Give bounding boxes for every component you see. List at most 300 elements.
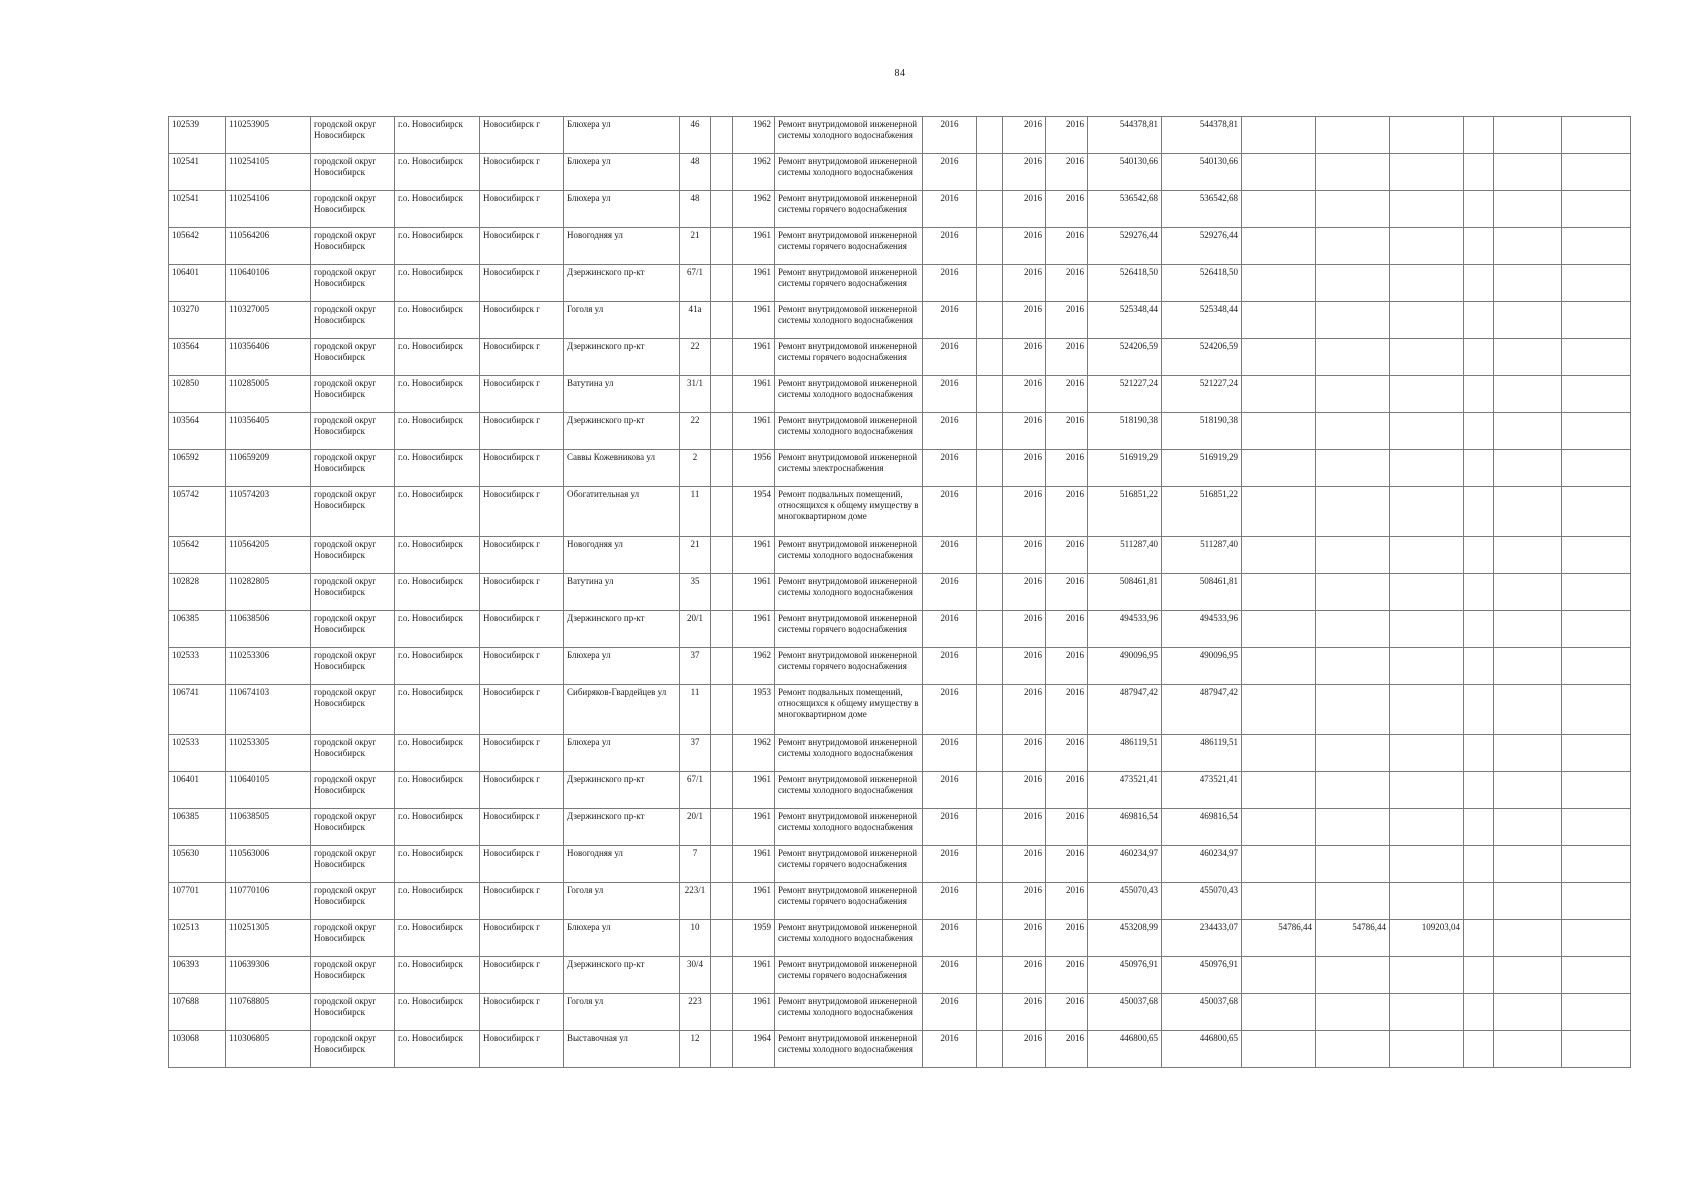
cell-year-1: 2016 (923, 883, 977, 920)
cell-blank (977, 611, 1003, 648)
cell-municipality: г.о. Новосибирск (395, 450, 480, 487)
cell-fund-cost: 446800,65 (1162, 1031, 1242, 1068)
cell-district: городской округ Новосибирск (311, 772, 395, 809)
cell-municipality: г.о. Новосибирск (395, 883, 480, 920)
cell-work-code: 110770106 (226, 883, 311, 920)
cell-year-3: 2016 (1046, 265, 1088, 302)
cell-work-type: Ремонт внутридомовой инженерной системы холодного водоснабжения (775, 735, 923, 772)
cell-blank (1464, 772, 1494, 809)
cell-district: городской округ Новосибирск (311, 487, 395, 537)
cell-work-code: 110638505 (226, 809, 311, 846)
cell-blank (1562, 920, 1631, 957)
cell-year-2: 2016 (1003, 228, 1046, 265)
table-row (169, 685, 1631, 735)
cell-blank (1494, 339, 1562, 376)
cell-year-2: 2016 (1003, 648, 1046, 685)
cell-extra-3 (1390, 994, 1464, 1031)
cell-blank (1464, 957, 1494, 994)
cell-blank (977, 154, 1003, 191)
cell-year-3: 2016 (1046, 920, 1088, 957)
cell-year-3: 2016 (1046, 883, 1088, 920)
cell-municipality: г.о. Новосибирск (395, 413, 480, 450)
cell-blank (977, 920, 1003, 957)
cell-year-3: 2016 (1046, 685, 1088, 735)
cell-year-1: 2016 (923, 376, 977, 413)
cell-year-1: 2016 (923, 685, 977, 735)
cell-street: Дзержинского пр-кт (564, 809, 680, 846)
cell-record-id: 106385 (169, 611, 226, 648)
cell-work-code: 110254106 (226, 191, 311, 228)
cell-street: Обогатительная ул (564, 487, 680, 537)
cell-extra-2 (1316, 191, 1390, 228)
cell-street: Саввы Кожевникова ул (564, 450, 680, 487)
cell-street: Ватутина ул (564, 574, 680, 611)
cell-municipality: г.о. Новосибирск (395, 265, 480, 302)
cell-blank (977, 339, 1003, 376)
cell-city: Новосибирск г (480, 648, 564, 685)
cell-street: Блюхера ул (564, 154, 680, 191)
cell-total-cost: 518190,38 (1088, 413, 1162, 450)
cell-district: городской округ Новосибирск (311, 339, 395, 376)
table-row (169, 191, 1631, 228)
cell-city: Новосибирск г (480, 413, 564, 450)
cell-extra-1 (1242, 376, 1316, 413)
cell-blank (1494, 228, 1562, 265)
cell-blank (1562, 191, 1631, 228)
cell-work-code: 110253306 (226, 648, 311, 685)
cell-blank (1464, 487, 1494, 537)
cell-year-1: 2016 (923, 154, 977, 191)
cell-blank (977, 413, 1003, 450)
cell-city: Новосибирск г (480, 772, 564, 809)
cell-build-year: 1961 (733, 994, 775, 1031)
cell-year-1: 2016 (923, 265, 977, 302)
cell-extra-3 (1390, 117, 1464, 154)
cell-year-3: 2016 (1046, 487, 1088, 537)
cell-blank (1562, 537, 1631, 574)
cell-build-year: 1961 (733, 574, 775, 611)
cell-municipality: г.о. Новосибирск (395, 339, 480, 376)
page-number: 84 (894, 68, 906, 79)
cell-record-id: 102533 (169, 735, 226, 772)
cell-house: 48 (680, 191, 711, 228)
cell-record-id: 105630 (169, 846, 226, 883)
cell-extra-3 (1390, 735, 1464, 772)
cell-year-3: 2016 (1046, 191, 1088, 228)
cell-blank (977, 883, 1003, 920)
cell-blank (1562, 413, 1631, 450)
cell-year-2: 2016 (1003, 450, 1046, 487)
cell-year-2: 2016 (1003, 809, 1046, 846)
cell-total-cost: 486119,51 (1088, 735, 1162, 772)
cell-extra-3 (1390, 228, 1464, 265)
cell-extra-3 (1390, 611, 1464, 648)
cell-extra-1 (1242, 154, 1316, 191)
cell-work-code: 110306805 (226, 1031, 311, 1068)
table-row (169, 413, 1631, 450)
cell-blank (1562, 1031, 1631, 1068)
cell-year-1: 2016 (923, 117, 977, 154)
cell-house: 11 (680, 487, 711, 537)
cell-district: городской округ Новосибирск (311, 994, 395, 1031)
cell-extra-2 (1316, 735, 1390, 772)
cell-street: Дзержинского пр-кт (564, 413, 680, 450)
cell-extra-2 (1316, 648, 1390, 685)
cell-municipality: г.о. Новосибирск (395, 228, 480, 265)
cell-extra-3 (1390, 339, 1464, 376)
cell-blank (711, 957, 733, 994)
cell-year-2: 2016 (1003, 920, 1046, 957)
cell-work-type: Ремонт внутридомовой инженерной системы холодного водоснабжения (775, 574, 923, 611)
cell-blank (711, 685, 733, 735)
cell-blank (711, 450, 733, 487)
cell-year-1: 2016 (923, 735, 977, 772)
cell-municipality: г.о. Новосибирск (395, 735, 480, 772)
cell-work-code: 110282805 (226, 574, 311, 611)
cell-blank (1494, 265, 1562, 302)
cell-total-cost: 516851,22 (1088, 487, 1162, 537)
cell-blank (711, 265, 733, 302)
cell-work-type: Ремонт внутридомовой инженерной системы горячего водоснабжения (775, 957, 923, 994)
cell-street: Дзержинского пр-кт (564, 339, 680, 376)
cell-blank (977, 537, 1003, 574)
cell-year-2: 2016 (1003, 413, 1046, 450)
cell-year-2: 2016 (1003, 302, 1046, 339)
cell-build-year: 1961 (733, 265, 775, 302)
cell-extra-3 (1390, 413, 1464, 450)
cell-work-type: Ремонт внутридомовой инженерной системы горячего водоснабжения (775, 611, 923, 648)
cell-year-3: 2016 (1046, 957, 1088, 994)
table-row (169, 376, 1631, 413)
cell-year-3: 2016 (1046, 302, 1088, 339)
cell-work-code: 110639306 (226, 957, 311, 994)
cell-record-id: 102533 (169, 648, 226, 685)
cell-work-type: Ремонт внутридомовой инженерной системы холодного водоснабжения (775, 117, 923, 154)
cell-fund-cost: 511287,40 (1162, 537, 1242, 574)
cell-blank (711, 994, 733, 1031)
cell-record-id: 106385 (169, 809, 226, 846)
table-row (169, 487, 1631, 537)
cell-blank (1464, 376, 1494, 413)
cell-municipality: г.о. Новосибирск (395, 487, 480, 537)
table-row (169, 846, 1631, 883)
table-row (169, 339, 1631, 376)
cell-house: 2 (680, 450, 711, 487)
cell-work-code: 110253305 (226, 735, 311, 772)
cell-total-cost: 487947,42 (1088, 685, 1162, 735)
cell-street: Дзержинского пр-кт (564, 772, 680, 809)
cell-year-3: 2016 (1046, 994, 1088, 1031)
cell-build-year: 1962 (733, 735, 775, 772)
cell-street: Новогодняя ул (564, 846, 680, 883)
cell-house: 37 (680, 648, 711, 685)
cell-record-id: 106592 (169, 450, 226, 487)
cell-blank (1494, 302, 1562, 339)
cell-record-id: 103564 (169, 413, 226, 450)
cell-blank (1464, 809, 1494, 846)
table-row (169, 228, 1631, 265)
cell-district: городской округ Новосибирск (311, 735, 395, 772)
cell-year-3: 2016 (1046, 376, 1088, 413)
cell-extra-2 (1316, 883, 1390, 920)
cell-extra-2 (1316, 450, 1390, 487)
cell-house: 31/1 (680, 376, 711, 413)
cell-work-type: Ремонт внутридомовой инженерной системы холодного водоснабжения (775, 994, 923, 1031)
cell-build-year: 1961 (733, 846, 775, 883)
cell-blank (1464, 413, 1494, 450)
cell-year-1: 2016 (923, 487, 977, 537)
table-row (169, 648, 1631, 685)
cell-work-code: 110285005 (226, 376, 311, 413)
cell-street: Блюхера ул (564, 648, 680, 685)
cell-district: городской округ Новосибирск (311, 191, 395, 228)
cell-work-type: Ремонт подвальных помещений, относящихся к общему имуществу в многоквартирном доме (775, 487, 923, 537)
cell-extra-3 (1390, 450, 1464, 487)
table-row (169, 1031, 1631, 1068)
cell-extra-3 (1390, 487, 1464, 537)
cell-blank (1464, 450, 1494, 487)
table-row (169, 883, 1631, 920)
cell-extra-2 (1316, 376, 1390, 413)
cell-work-type: Ремонт внутридомовой инженерной системы горячего водоснабжения (775, 265, 923, 302)
cell-year-3: 2016 (1046, 154, 1088, 191)
cell-extra-2 (1316, 339, 1390, 376)
cell-fund-cost: 516919,29 (1162, 450, 1242, 487)
cell-total-cost: 494533,96 (1088, 611, 1162, 648)
cell-blank (1562, 846, 1631, 883)
cell-municipality: г.о. Новосибирск (395, 117, 480, 154)
cell-extra-3 (1390, 772, 1464, 809)
cell-year-1: 2016 (923, 450, 977, 487)
cell-extra-1 (1242, 772, 1316, 809)
cell-blank (711, 302, 733, 339)
cell-municipality: г.о. Новосибирск (395, 920, 480, 957)
repair-program-table (168, 116, 1631, 1068)
cell-fund-cost: 525348,44 (1162, 302, 1242, 339)
cell-work-type: Ремонт внутридомовой инженерной системы горячего водоснабжения (775, 339, 923, 376)
cell-work-type: Ремонт внутридомовой инженерной системы холодного водоснабжения (775, 920, 923, 957)
cell-work-type: Ремонт внутридомовой инженерной системы холодного водоснабжения (775, 154, 923, 191)
cell-year-2: 2016 (1003, 339, 1046, 376)
cell-year-3: 2016 (1046, 1031, 1088, 1068)
cell-city: Новосибирск г (480, 339, 564, 376)
cell-extra-3 (1390, 154, 1464, 191)
cell-total-cost: 525348,44 (1088, 302, 1162, 339)
cell-build-year: 1953 (733, 685, 775, 735)
cell-extra-1 (1242, 413, 1316, 450)
table-row (169, 450, 1631, 487)
cell-city: Новосибирск г (480, 537, 564, 574)
cell-year-1: 2016 (923, 302, 977, 339)
cell-blank (977, 957, 1003, 994)
cell-district: городской округ Новосибирск (311, 920, 395, 957)
cell-record-id: 102541 (169, 191, 226, 228)
cell-blank (1494, 487, 1562, 537)
cell-record-id: 103270 (169, 302, 226, 339)
cell-extra-1 (1242, 883, 1316, 920)
cell-extra-3 (1390, 191, 1464, 228)
cell-total-cost: 473521,41 (1088, 772, 1162, 809)
cell-street: Дзержинского пр-кт (564, 957, 680, 994)
cell-city: Новосибирск г (480, 735, 564, 772)
cell-house: 7 (680, 846, 711, 883)
cell-extra-1 (1242, 685, 1316, 735)
cell-blank (1562, 685, 1631, 735)
cell-street: Блюхера ул (564, 117, 680, 154)
cell-work-code: 110768805 (226, 994, 311, 1031)
cell-blank (1494, 809, 1562, 846)
cell-fund-cost: 508461,81 (1162, 574, 1242, 611)
cell-district: городской округ Новосибирск (311, 574, 395, 611)
cell-year-1: 2016 (923, 772, 977, 809)
cell-municipality: г.о. Новосибирск (395, 648, 480, 685)
cell-total-cost: 450976,91 (1088, 957, 1162, 994)
cell-work-type: Ремонт внутридомовой инженерной системы горячего водоснабжения (775, 883, 923, 920)
cell-year-3: 2016 (1046, 339, 1088, 376)
cell-fund-cost: 450976,91 (1162, 957, 1242, 994)
cell-extra-2 (1316, 772, 1390, 809)
cell-extra-2 (1316, 228, 1390, 265)
cell-blank (977, 809, 1003, 846)
cell-year-1: 2016 (923, 191, 977, 228)
cell-house: 12 (680, 1031, 711, 1068)
cell-record-id: 107688 (169, 994, 226, 1031)
cell-work-type: Ремонт внутридомовой инженерной системы холодного водоснабжения (775, 302, 923, 339)
cell-blank (977, 191, 1003, 228)
cell-record-id: 106393 (169, 957, 226, 994)
cell-blank (1464, 191, 1494, 228)
cell-blank (977, 685, 1003, 735)
cell-record-id: 103564 (169, 339, 226, 376)
table-row (169, 994, 1631, 1031)
cell-work-code: 110356406 (226, 339, 311, 376)
cell-house: 20/1 (680, 809, 711, 846)
cell-work-code: 110251305 (226, 920, 311, 957)
cell-blank (1494, 154, 1562, 191)
cell-total-cost: 536542,68 (1088, 191, 1162, 228)
cell-record-id: 105642 (169, 228, 226, 265)
cell-blank (977, 735, 1003, 772)
cell-extra-1 (1242, 648, 1316, 685)
cell-blank (711, 154, 733, 191)
cell-city: Новосибирск г (480, 1031, 564, 1068)
cell-extra-3 (1390, 302, 1464, 339)
cell-fund-cost: 521227,24 (1162, 376, 1242, 413)
cell-house: 41а (680, 302, 711, 339)
cell-blank (1464, 537, 1494, 574)
cell-blank (1562, 809, 1631, 846)
cell-municipality: г.о. Новосибирск (395, 191, 480, 228)
cell-blank (977, 574, 1003, 611)
cell-work-code: 110254105 (226, 154, 311, 191)
cell-extra-2 (1316, 154, 1390, 191)
cell-record-id: 106401 (169, 265, 226, 302)
cell-work-type: Ремонт внутридомовой инженерной системы холодного водоснабжения (775, 413, 923, 450)
cell-extra-1 (1242, 487, 1316, 537)
cell-year-2: 2016 (1003, 994, 1046, 1031)
cell-total-cost: 516919,29 (1088, 450, 1162, 487)
cell-city: Новосибирск г (480, 809, 564, 846)
cell-fund-cost: 518190,38 (1162, 413, 1242, 450)
cell-year-3: 2016 (1046, 537, 1088, 574)
cell-fund-cost: 234433,07 (1162, 920, 1242, 957)
table-row (169, 117, 1631, 154)
table-row (169, 920, 1631, 957)
cell-extra-3 (1390, 265, 1464, 302)
cell-blank (977, 302, 1003, 339)
cell-extra-2 (1316, 1031, 1390, 1068)
cell-build-year: 1954 (733, 487, 775, 537)
cell-blank (1494, 574, 1562, 611)
cell-year-2: 2016 (1003, 846, 1046, 883)
cell-record-id: 102513 (169, 920, 226, 957)
cell-blank (1464, 117, 1494, 154)
cell-blank (977, 772, 1003, 809)
cell-fund-cost: 544378,81 (1162, 117, 1242, 154)
cell-blank (1562, 450, 1631, 487)
cell-extra-3 (1390, 376, 1464, 413)
cell-blank (977, 265, 1003, 302)
cell-total-cost: 450037,68 (1088, 994, 1162, 1031)
table-row (169, 574, 1631, 611)
cell-work-type: Ремонт внутридомовой инженерной системы горячего водоснабжения (775, 648, 923, 685)
cell-street: Ватутина ул (564, 376, 680, 413)
cell-fund-cost: 536542,68 (1162, 191, 1242, 228)
cell-build-year: 1961 (733, 957, 775, 994)
cell-build-year: 1961 (733, 302, 775, 339)
cell-district: городской округ Новосибирск (311, 265, 395, 302)
cell-year-3: 2016 (1046, 846, 1088, 883)
cell-street: Гоголя ул (564, 994, 680, 1031)
cell-extra-3 (1390, 537, 1464, 574)
cell-blank (711, 1031, 733, 1068)
cell-extra-3 (1390, 1031, 1464, 1068)
cell-build-year: 1962 (733, 117, 775, 154)
cell-fund-cost: 516851,22 (1162, 487, 1242, 537)
cell-blank (1562, 735, 1631, 772)
cell-extra-2 (1316, 685, 1390, 735)
cell-blank (977, 846, 1003, 883)
cell-work-type: Ремонт внутридомовой инженерной системы горячего водоснабжения (775, 846, 923, 883)
cell-work-code: 110674103 (226, 685, 311, 735)
cell-city: Новосибирск г (480, 685, 564, 735)
cell-year-3: 2016 (1046, 574, 1088, 611)
cell-blank (711, 191, 733, 228)
cell-city: Новосибирск г (480, 191, 564, 228)
cell-blank (711, 648, 733, 685)
cell-house: 21 (680, 537, 711, 574)
cell-extra-1 (1242, 611, 1316, 648)
cell-year-3: 2016 (1046, 735, 1088, 772)
cell-year-1: 2016 (923, 611, 977, 648)
cell-year-1: 2016 (923, 994, 977, 1031)
cell-house: 67/1 (680, 772, 711, 809)
cell-blank (977, 994, 1003, 1031)
cell-record-id: 102850 (169, 376, 226, 413)
cell-city: Новосибирск г (480, 302, 564, 339)
cell-fund-cost: 450037,68 (1162, 994, 1242, 1031)
cell-year-2: 2016 (1003, 376, 1046, 413)
cell-city: Новосибирск г (480, 487, 564, 537)
cell-municipality: г.о. Новосибирск (395, 611, 480, 648)
cell-year-2: 2016 (1003, 685, 1046, 735)
cell-blank (1494, 883, 1562, 920)
cell-build-year: 1961 (733, 611, 775, 648)
cell-extra-3 (1390, 574, 1464, 611)
cell-blank (1562, 994, 1631, 1031)
cell-extra-2 (1316, 994, 1390, 1031)
cell-city: Новосибирск г (480, 154, 564, 191)
